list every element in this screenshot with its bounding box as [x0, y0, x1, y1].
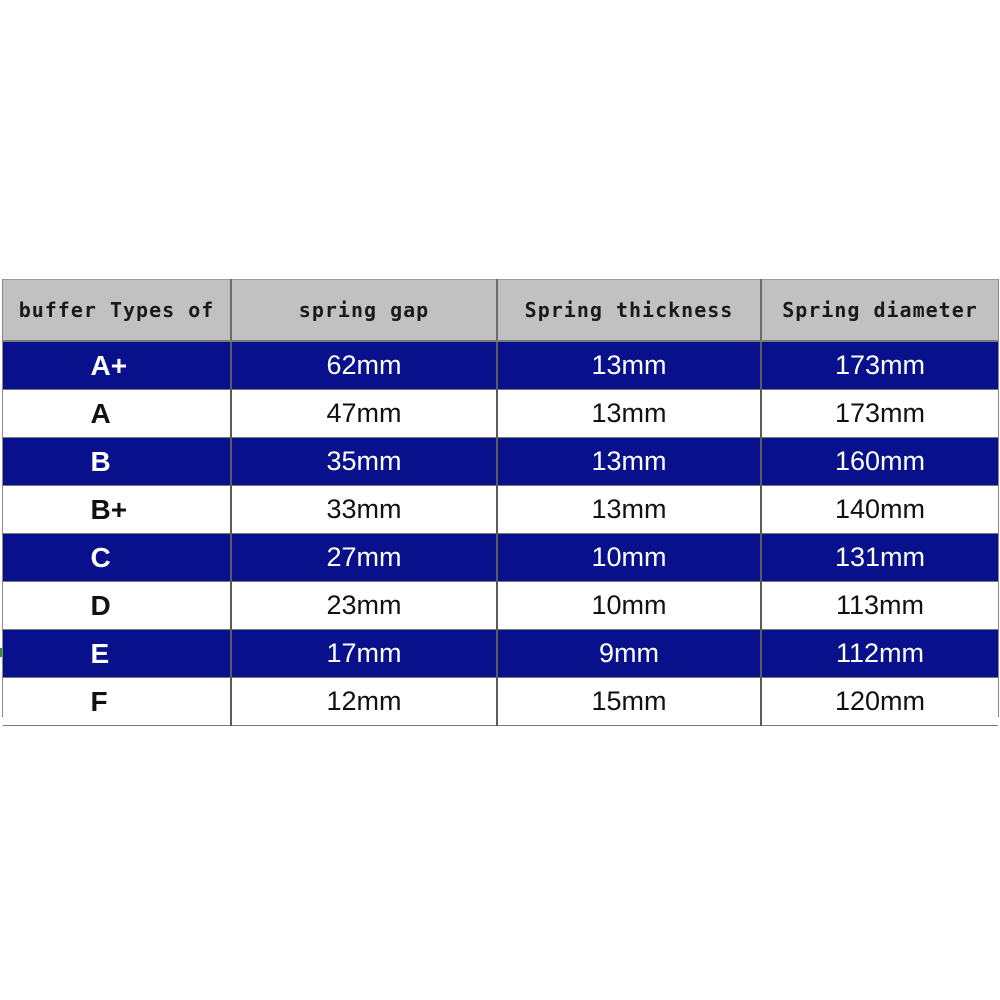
- diameter-cell: 140mm: [761, 486, 998, 534]
- gap-cell: 23mm: [231, 582, 497, 630]
- header-row: [3, 280, 998, 342]
- type-label: D: [90, 589, 111, 621]
- type-cell: [3, 678, 231, 726]
- thickness-cell: 9mm: [497, 630, 761, 678]
- type-cell: [3, 630, 231, 678]
- type-cell: [3, 390, 231, 438]
- table-row: [3, 486, 998, 534]
- header-spring-diameter: Spring diameter: [761, 280, 998, 342]
- type-label: B: [90, 445, 111, 477]
- spec-table-container: [2, 279, 999, 717]
- type-label: B+: [90, 493, 128, 525]
- gap-cell: 62mm: [231, 341, 497, 390]
- diameter-cell: 120mm: [761, 678, 998, 726]
- thickness-cell: 10mm: [497, 534, 761, 582]
- type-cell: [3, 534, 231, 582]
- gap-cell: 17mm: [231, 630, 497, 678]
- type-label: F: [90, 685, 108, 717]
- table-row: [3, 390, 998, 438]
- table-row: [3, 438, 998, 486]
- gap-cell: 33mm: [231, 486, 497, 534]
- diameter-cell: 173mm: [761, 390, 998, 438]
- type-cell: [3, 341, 231, 390]
- thickness-cell: 15mm: [497, 678, 761, 726]
- diameter-cell: 160mm: [761, 438, 998, 486]
- table-row: [3, 630, 998, 678]
- type-cell: [3, 486, 231, 534]
- thickness-cell: 13mm: [497, 390, 761, 438]
- spring-spec-table: [3, 279, 998, 726]
- header-spring-thickness: Spring thickness: [497, 280, 761, 342]
- gap-cell: 35mm: [231, 438, 497, 486]
- table-row: [3, 582, 998, 630]
- thickness-cell: 13mm: [497, 486, 761, 534]
- table-row: [3, 341, 998, 390]
- header-spring-gap: spring gap: [231, 280, 497, 342]
- gap-cell: 27mm: [231, 534, 497, 582]
- diameter-cell: 112mm: [761, 630, 998, 678]
- table-row: [3, 678, 998, 726]
- type-label: A: [90, 397, 111, 429]
- table-body: [3, 341, 998, 726]
- diameter-cell: 113mm: [761, 582, 998, 630]
- type-cell: [3, 582, 231, 630]
- thickness-cell: 10mm: [497, 582, 761, 630]
- table-header: [3, 280, 998, 342]
- type-label: A+: [90, 349, 128, 381]
- diameter-cell: 131mm: [761, 534, 998, 582]
- type-label: E: [90, 637, 110, 669]
- gap-cell: 12mm: [231, 678, 497, 726]
- thickness-cell: 13mm: [497, 438, 761, 486]
- type-label: C: [90, 541, 111, 573]
- thickness-cell: 13mm: [497, 341, 761, 390]
- table-row: [3, 534, 998, 582]
- edge-mark: [0, 648, 2, 657]
- diameter-cell: 173mm: [761, 341, 998, 390]
- header-buffer-type: buffer Types of: [3, 280, 231, 342]
- gap-cell: 47mm: [231, 390, 497, 438]
- type-cell: [3, 438, 231, 486]
